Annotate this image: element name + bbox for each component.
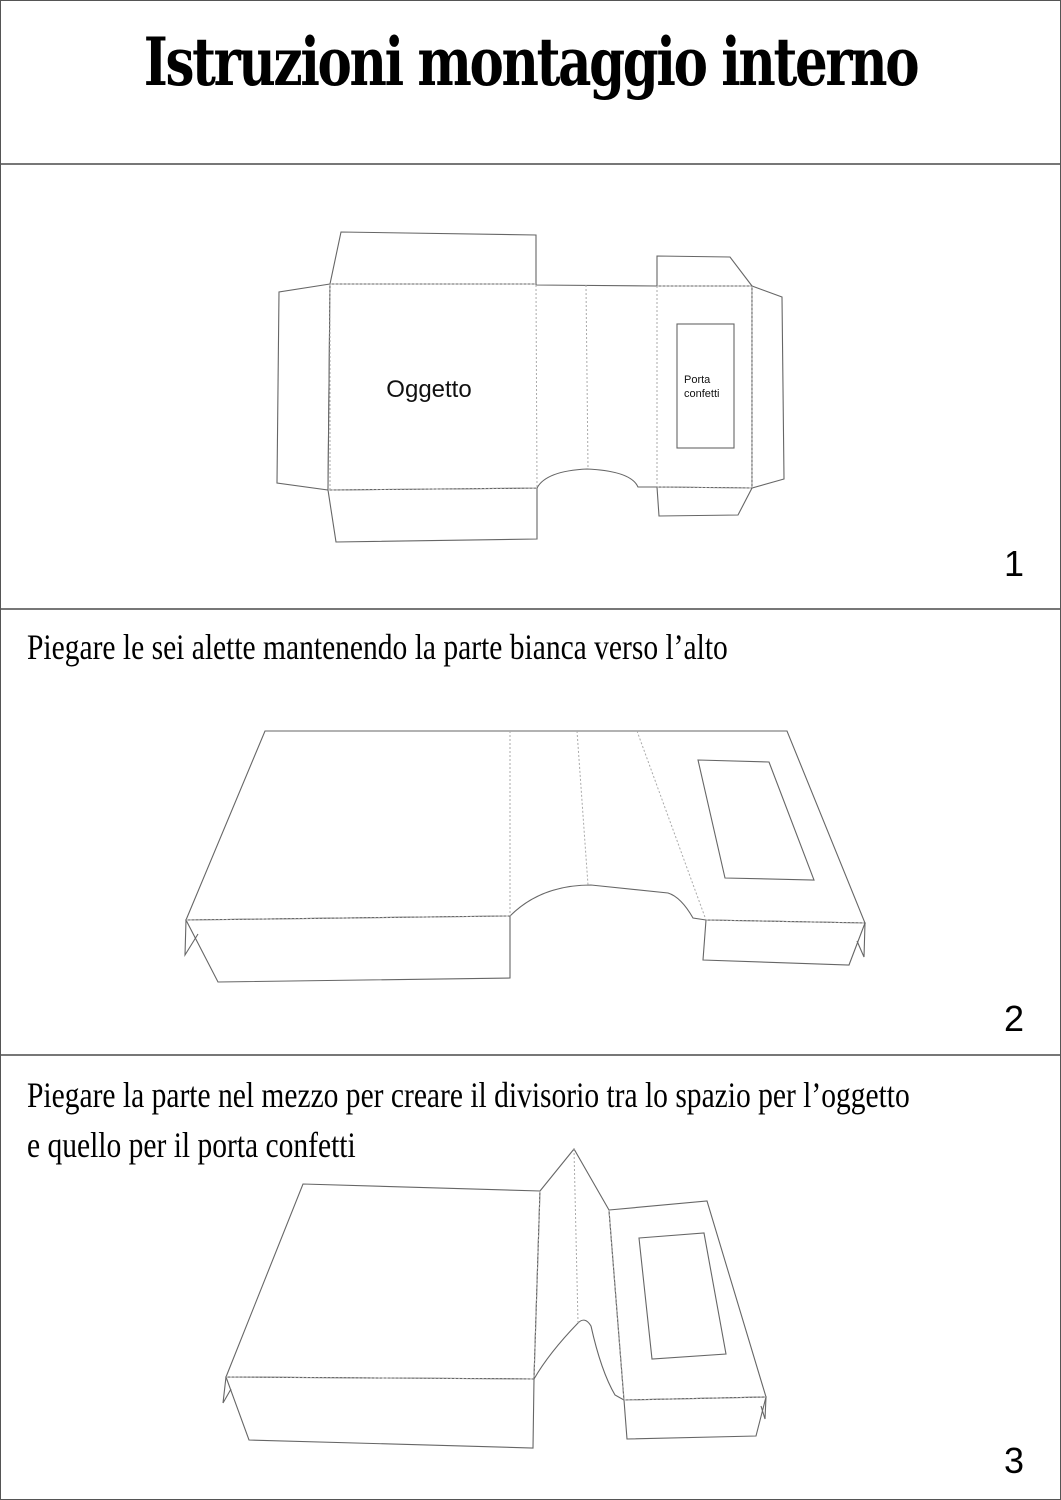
step-3-instruction-line-1: Piegare la parte nel mezzo per creare il divisorio tra lo spazio per l’oggetto: [27, 1075, 910, 1115]
object-area-label: Oggetto: [386, 376, 472, 403]
divider: [534, 1149, 624, 1400]
candy-holder-window: [677, 324, 734, 448]
title-panel: [1, 1, 1060, 165]
top-flap: [330, 232, 536, 284]
step-number-1: 1: [1003, 543, 1024, 584]
bottom-flap: [328, 488, 537, 542]
front-left-wall: [186, 916, 510, 982]
step-3-panel: [1, 1056, 1060, 1499]
page-title: Istruzioni montaggio interno: [143, 23, 918, 101]
step-number-3: 3: [1003, 1440, 1024, 1481]
holder-top-flap: [657, 256, 752, 286]
front-right-wall: [703, 920, 865, 965]
step-2-panel: [1, 610, 1060, 1056]
step-1-diagram: [1, 165, 1060, 610]
step-2-instruction: Piegare le sei alette mantenendo la parte bianca verso l’alto: [27, 627, 728, 667]
object-compartment-top: [226, 1184, 540, 1379]
holder-compartment-front: [624, 1397, 766, 1439]
candy-holder-label-line2: confetti: [684, 388, 720, 400]
holder-bottom-flap: [657, 487, 752, 516]
step-3-instruction-line-2: e quello per il porta confetti: [27, 1125, 356, 1165]
step-3-diagram: [1, 1056, 1060, 1499]
step-1-panel: [1, 165, 1060, 610]
left-flap: [277, 284, 330, 490]
right-flap: [752, 286, 784, 488]
candy-holder-label-line1: Porta: [684, 374, 711, 386]
step-number-2: 2: [1003, 998, 1024, 1039]
step-2-diagram: [1, 610, 1060, 1056]
object-compartment-front: [226, 1377, 534, 1448]
